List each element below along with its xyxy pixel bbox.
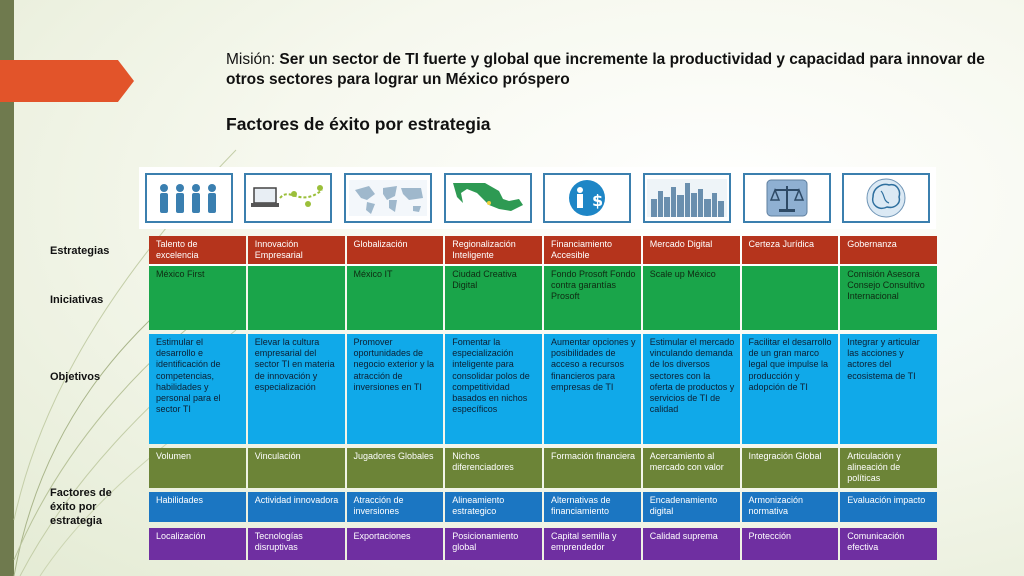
factor-cell: Posicionamiento global: [445, 528, 542, 560]
finance-person-icon: [543, 173, 631, 223]
objective-cell: Promover oportunidades de negocio exterior y la atracción de inversiones en TI: [347, 334, 444, 444]
mission-text: Ser un sector de TI fuerte y global que incremente la productividad y capacidad para innovar de otros sectores para lograr un México próspero: [226, 51, 985, 88]
factor-cell: Integración Global: [742, 448, 839, 488]
factor-cell: Atracción de inversiones: [347, 492, 444, 522]
factor-cell: Habilidades: [149, 492, 246, 522]
factor-cell: Volumen: [149, 448, 246, 488]
factor-cell: Encadenamiento digital: [643, 492, 740, 522]
initiative-cell: [742, 266, 839, 330]
initiative-cell: [248, 266, 345, 330]
objective-cell: Fomentar la especialización inteligente para consolidar polos de competitividad basados en nichos específicos: [445, 334, 542, 444]
label-estrategias: Estrategias: [50, 245, 110, 257]
initiative-cell: México IT: [347, 266, 444, 330]
scales-justice-icon: [743, 173, 831, 223]
factor-cell: Comunicación efectiva: [840, 528, 937, 560]
factors-row-1: [149, 448, 937, 488]
governance-brain-icon: [842, 173, 930, 223]
factor-cell: Protección: [742, 528, 839, 560]
objective-cell: Integrar y articular las acciones y actores del ecosistema de TI: [840, 334, 937, 444]
strategies-row: [149, 236, 937, 264]
factor-cell: Actividad innovadora: [248, 492, 345, 522]
initiative-cell: Ciudad Creativa Digital: [445, 266, 542, 330]
objective-cell: Aumentar opciones y posibilidades de acceso a recursos financieros para empresas de TI: [544, 334, 641, 444]
factor-cell: Jugadores Globales: [347, 448, 444, 488]
strategy-cell: Regionalización Inteligente: [445, 236, 542, 264]
initiatives-row: [149, 266, 937, 330]
mission-statement: [226, 50, 996, 90]
people-icon: [145, 173, 233, 223]
objective-cell: Estimular el desarrollo e identificación de competencias, habilidades y personal para el sector TI: [149, 334, 246, 444]
strategy-cell: Talento de excelencia: [149, 236, 246, 264]
factor-cell: Localización: [149, 528, 246, 560]
factor-cell: Nichos diferenciadores: [445, 448, 542, 488]
factor-cell: Armonización normativa: [742, 492, 839, 522]
strategy-cell: Globalización: [347, 236, 444, 264]
factors-row-3: [149, 528, 937, 560]
label-factores: Factores de éxito por estrategia: [50, 487, 112, 527]
factor-cell: Evaluación impacto: [840, 492, 937, 522]
factor-cell: Exportaciones: [347, 528, 444, 560]
label-objetivos: Objetivos: [50, 371, 101, 383]
laptop-network-icon: [244, 173, 332, 223]
title-arrow-accent: [0, 60, 134, 102]
world-map-icon: [344, 173, 432, 223]
svg-text:$: $: [592, 191, 604, 210]
objectives-row: [149, 334, 937, 444]
initiative-cell: Scale up México: [643, 266, 740, 330]
strategy-cell: Gobernanza: [840, 236, 937, 264]
factors-row-2: [149, 492, 937, 522]
strategy-cell: Financiamiento Accesible: [544, 236, 641, 264]
factor-cell: Alternativas de financiamiento: [544, 492, 641, 522]
initiative-cell: Fondo Prosoft Fondo contra garantías Prosoft: [544, 266, 641, 330]
initiative-cell: México First: [149, 266, 246, 330]
factor-cell: Capital semilla y emprendedor: [544, 528, 641, 560]
objective-cell: Facilitar el desarrollo de un gran marco legal que impulse la producción y adopción de TI: [742, 334, 839, 444]
objective-cell: Estimular el mercado vinculando demanda de los diversos sectores con la oferta de productos y servicios de TI de calidad: [643, 334, 740, 444]
strategy-cell: Certeza Jurídica: [742, 236, 839, 264]
factor-cell: Articulación y alineación de políticas: [840, 448, 937, 488]
factor-cell: Calidad suprema: [643, 528, 740, 560]
slide-subtitle: Factores de éxito por estrategia: [226, 114, 491, 134]
factor-cell: Tecnologías disruptivas: [248, 528, 345, 560]
factor-cell: Formación financiera: [544, 448, 641, 488]
city-skyline-icon: [643, 173, 731, 223]
factor-cell: Acercamiento al mercado con valor: [643, 448, 740, 488]
strategy-icon-row: [139, 167, 936, 229]
factor-cell: Vinculación: [248, 448, 345, 488]
strategy-cell: Mercado Digital: [643, 236, 740, 264]
label-iniciativas: Iniciativas: [50, 294, 104, 306]
strategy-cell: Innovación Empresarial: [248, 236, 345, 264]
objective-cell: Elevar la cultura empresarial del sector TI en materia de innovación y especialización: [248, 334, 345, 444]
initiative-cell: Comisión Asesora Consejo Consultivo Internacional: [840, 266, 937, 330]
mission-label: Misión:: [226, 51, 280, 68]
factor-cell: Alineamiento estrategico: [445, 492, 542, 522]
mexico-map-icon: [444, 173, 532, 223]
